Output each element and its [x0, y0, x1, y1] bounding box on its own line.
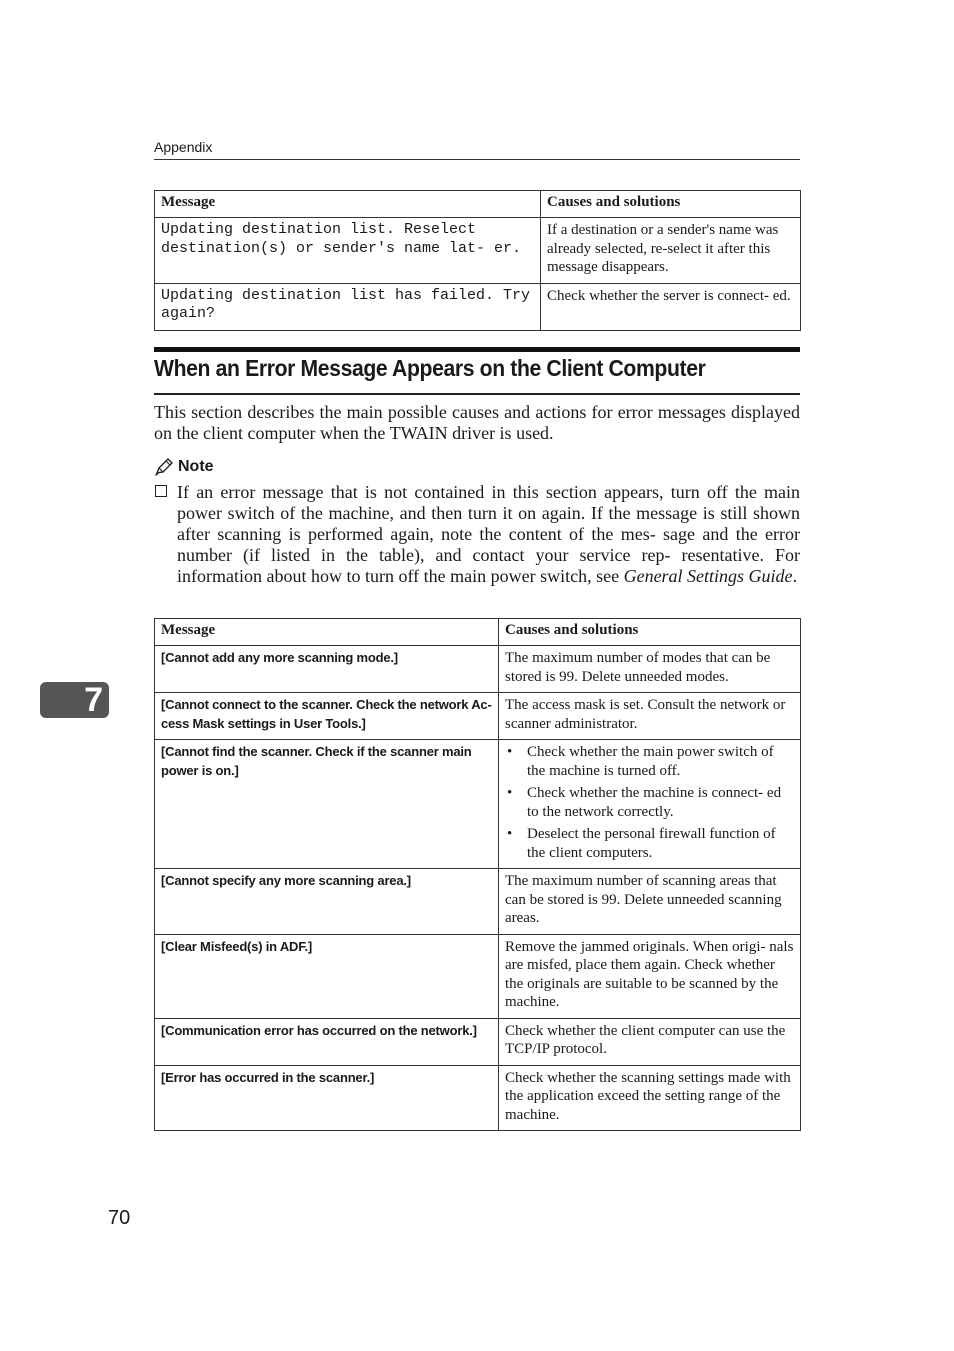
solution-cell [499, 740, 801, 869]
table-header-row [155, 619, 801, 646]
table-row [155, 934, 801, 1018]
list-item: • Check whether the machine is connect- ed to the network correctly. [505, 784, 794, 821]
table-row [155, 283, 801, 330]
solution-cell: Check whether the scanning settings made with the application exceed the setting range of the machine. [499, 1065, 801, 1131]
messages-table-1 [154, 190, 801, 331]
section-heading: When an Error Message Appears on the Client Computer [154, 355, 706, 381]
chapter-tab: 7 [40, 682, 109, 718]
note-body: If an error message that is not contained in this section appears, turn off the main power switch of the machine, and then turn it on again. If the message is still shown after scanning is performed again, note the content of the mes- sage and the error number (if listed in the table), and contact your service rep- resentative. For information about how to turn off the main power switch, see [177, 482, 800, 586]
message-cell: [Communication error has occurred on the network.] [155, 1018, 499, 1065]
message-cell: Updating destination list has failed. Try again? [155, 283, 541, 330]
solution-cell: If a destination or a sender's name was already selected, re-select it after this message disappears. [541, 218, 801, 284]
table-row [155, 740, 801, 869]
note-text [177, 482, 800, 587]
note-title: Note [178, 458, 214, 475]
message-cell: [Cannot find the scanner. Check if the scanner main power is on.] [155, 740, 499, 869]
checkbox-bullet-icon [155, 485, 167, 497]
message-cell: [Clear Misfeed(s) in ADF.] [155, 934, 499, 1018]
message-cell: Updating destination list. Reselect destination(s) or sender's name lat- er. [155, 218, 541, 284]
section-heading-bar [154, 347, 800, 352]
solution-cell: The maximum number of scanning areas that can be stored is 99. Delete unneeded scanning areas. [499, 869, 801, 935]
solution-cell: The access mask is set. Consult the network or scanner administrator. [499, 693, 801, 740]
header-rule [154, 159, 800, 160]
list-item: • Check whether the main power switch of the machine is turned off. [505, 743, 794, 780]
table-row [155, 693, 801, 740]
pencil-icon [154, 458, 174, 476]
solution-cell: The maximum number of modes that can be stored is 99. Delete unneeded modes. [499, 646, 801, 693]
messages-table-2 [154, 618, 801, 1131]
list-item: • Deselect the personal firewall function of the client computers. [505, 825, 794, 862]
table-row [155, 646, 801, 693]
solution-cell: Remove the jammed originals. When origi- nals are misfed, place them again. Check whether the originals are suitable to be scanned by the machine. [499, 934, 801, 1018]
solution-bullet-list [505, 743, 794, 862]
message-cell: [Cannot add any more scanning mode.] [155, 646, 499, 693]
table-header-row [155, 191, 801, 218]
column-header-message: Message [155, 191, 541, 218]
note-heading [154, 458, 214, 476]
column-header-message: Message [155, 619, 499, 646]
table-row [155, 1018, 801, 1065]
message-cell: [Error has occurred in the scanner.] [155, 1065, 499, 1131]
page-number: 70 [108, 1207, 131, 1229]
solution-cell: Check whether the server is connect- ed. [541, 283, 801, 330]
column-header-causes: Causes and solutions [541, 191, 801, 218]
guide-reference: General Settings Guide [623, 566, 793, 586]
message-cell: [Cannot connect to the scanner. Check the network Ac- cess Mask settings in User Tools.] [155, 693, 499, 740]
table-row [155, 218, 801, 284]
table-row [155, 1065, 801, 1131]
table-row [155, 869, 801, 935]
solution-cell: Check whether the client computer can use the TCP/IP protocol. [499, 1018, 801, 1065]
section-intro: This section describes the main possible causes and actions for error messages displayed on the client computer when the TWAIN driver is used. [154, 402, 800, 443]
note-end: . [792, 566, 798, 586]
section-heading-rule [154, 393, 800, 395]
message-cell: [Cannot specify any more scanning area.] [155, 869, 499, 935]
running-header: Appendix [154, 139, 213, 155]
column-header-causes: Causes and solutions [499, 619, 801, 646]
